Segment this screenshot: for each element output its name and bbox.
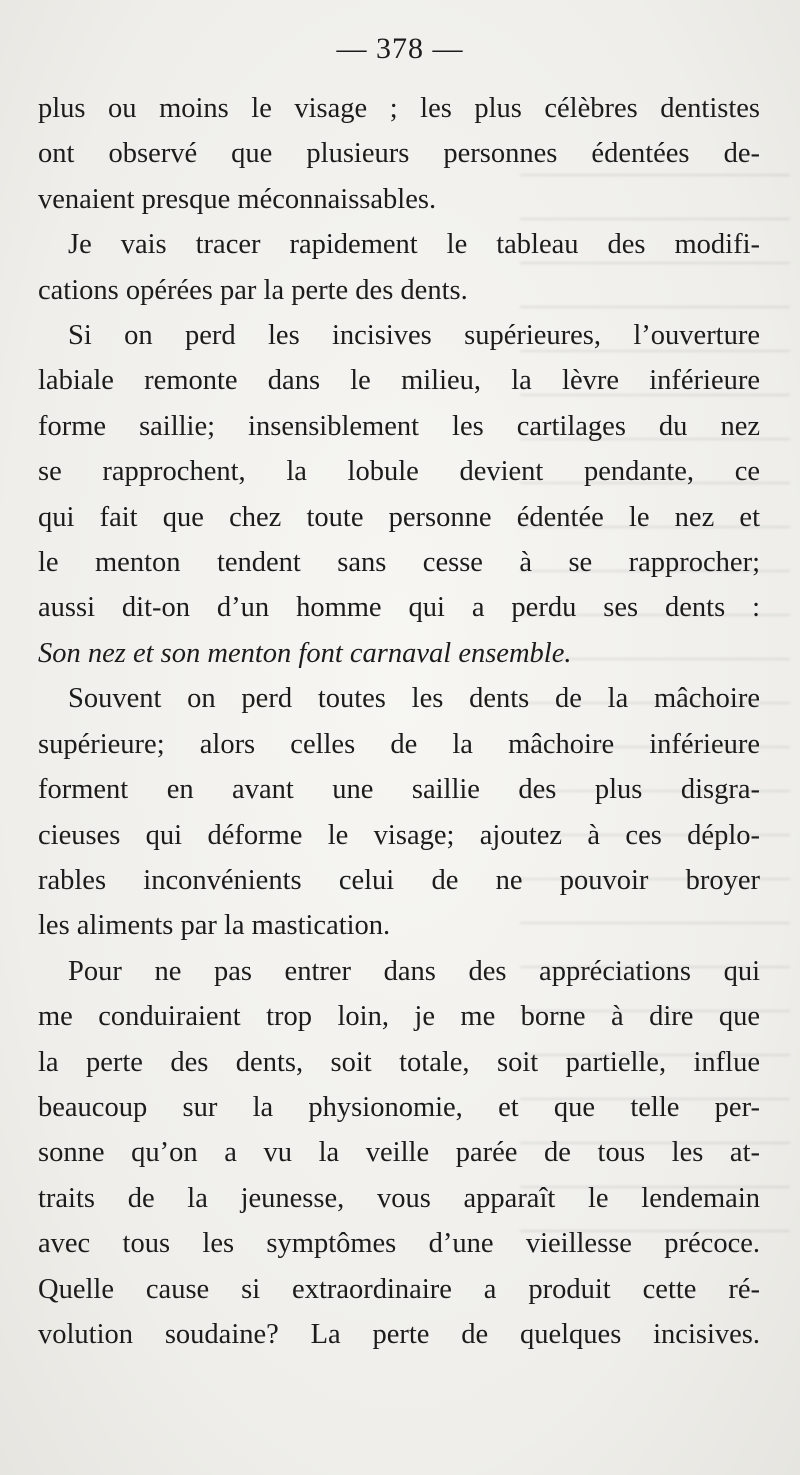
text-line: Quelle cause si extraordinaire a produit cette ré-: [38, 1273, 760, 1305]
text-line: supérieure; alors celles de la mâchoire inférieure: [38, 728, 760, 760]
text-line: rables inconvénients celui de ne pouvoir broyer: [38, 864, 760, 896]
text-line: Je vais tracer rapidement le tableau des modifi-: [68, 229, 760, 261]
text-line: se rapprochent, la lobule devient pendante, ce: [38, 456, 760, 488]
text-line: beaucoup sur la physionomie, et que telle per-: [38, 1091, 760, 1123]
text-line: Si on perd les incisives supérieures, l’ouverture: [68, 320, 760, 352]
text-line: cieuses qui déforme le visage; ajoutez à ces déplo-: [38, 819, 760, 851]
text-line: Pour ne pas entrer dans des appréciations qui: [68, 955, 760, 987]
text-line: avec tous les symptômes d’une vieillesse précoce.: [38, 1228, 760, 1260]
text-line: me conduiraient trop loin, je me borne à dire que: [38, 1001, 760, 1033]
text-line: aussi dit-on d’un homme qui a perdu ses dents :: [38, 592, 760, 624]
text-line: le menton tendent sans cesse à se rapprocher;: [38, 547, 760, 579]
paragraph-2: [38, 222, 760, 313]
paragraph-3: [38, 313, 760, 676]
text-line: sonne qu’on a vu la veille parée de tous les at-: [38, 1137, 760, 1169]
body-text: [38, 86, 760, 1357]
italic-quote-line: Son nez et son menton font carnaval ensemble.: [38, 637, 572, 669]
text-line: forme saillie; insensiblement les cartilages du nez: [38, 410, 760, 442]
text-line: venaient presque méconnaissables.: [38, 183, 437, 215]
text-line: forment en avant une saillie des plus disgra-: [38, 774, 760, 806]
text-line: ont observé que plusieurs personnes édentées de-: [38, 138, 760, 170]
text-line: qui fait que chez toute personne édentée le nez et: [38, 501, 760, 533]
text-line: Souvent on perd toutes les dents de la mâchoire: [68, 683, 760, 715]
text-line: labiale remonte dans le milieu, la lèvre inférieure: [38, 365, 760, 397]
text-line: plus ou moins le visage ; les plus célèbres dentistes: [38, 93, 760, 124]
text-line: cations opérées par la perte des dents.: [38, 274, 468, 306]
page-number: — 378 —: [336, 32, 464, 65]
paragraph-4: [38, 676, 760, 948]
paragraph-1: [38, 86, 760, 222]
paragraph-5: [38, 949, 760, 1358]
text-line: volution soudaine? La perte de quelques incisives.: [38, 1318, 760, 1350]
text-line: les aliments par la mastication.: [38, 910, 391, 942]
text-line: traits de la jeunesse, vous apparaît le lendemain: [38, 1182, 760, 1214]
text-line: la perte des dents, soit totale, soit partielle, influe: [38, 1046, 760, 1078]
